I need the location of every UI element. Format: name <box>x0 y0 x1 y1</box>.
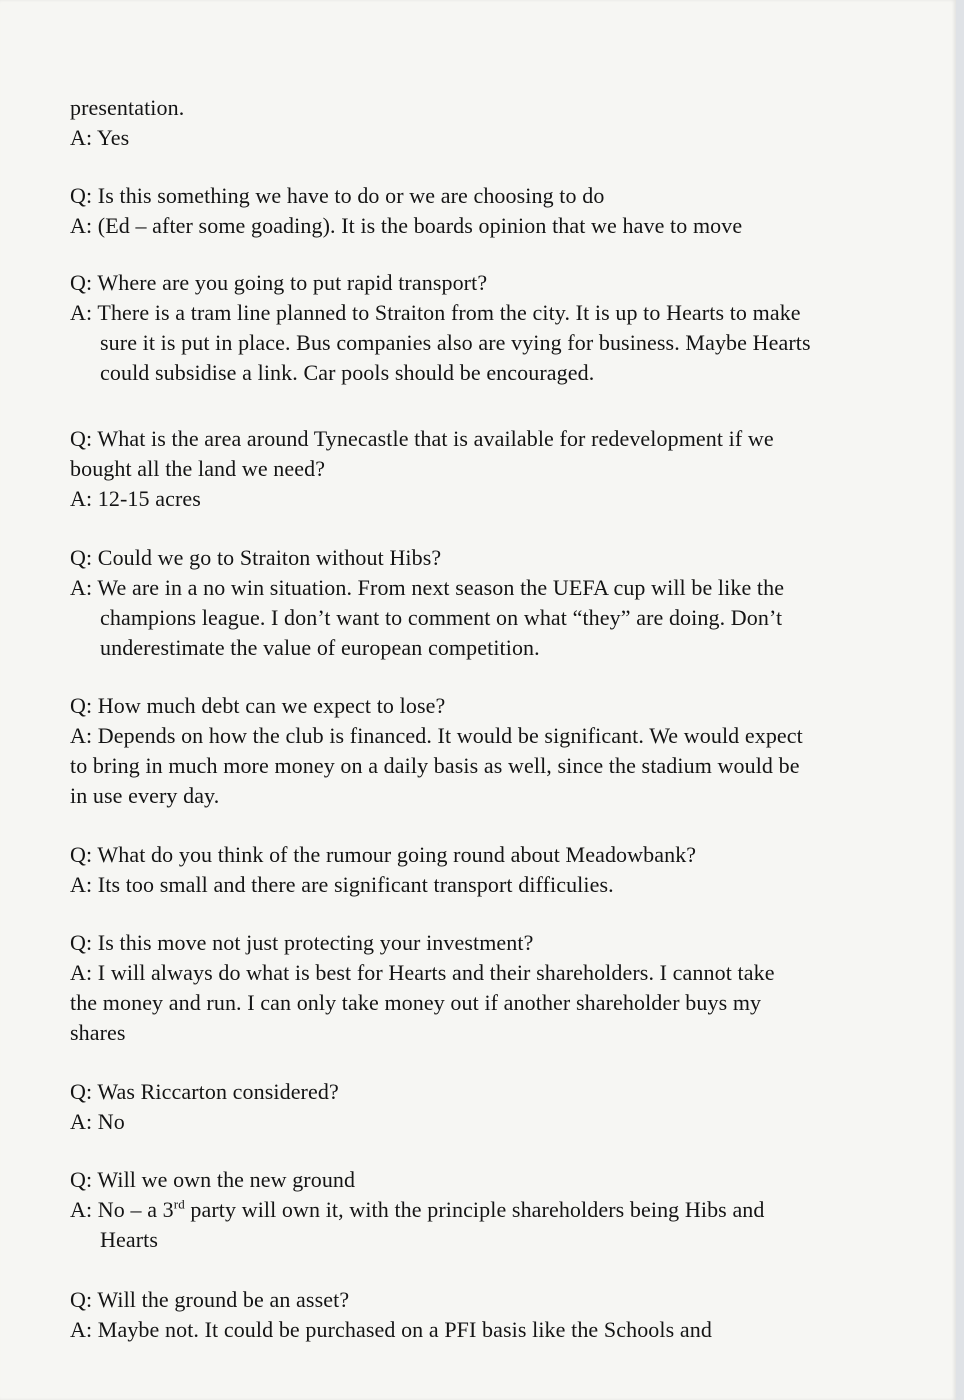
answer-line: A: Maybe not. It could be purchased on a PFI basis like the Schools and <box>70 1317 712 1342</box>
scan-edge <box>956 0 964 1400</box>
answer-line: A: There is a tram line planned to Straiton from the city. It is up to Hearts to make <box>70 300 801 325</box>
answer-continuation-line: underestimate the value of european competition. <box>100 635 540 660</box>
qa-block-debt <box>70 691 803 811</box>
question-line: Q: Is this move not just protecting your investment? <box>70 930 534 955</box>
qa-block-asset <box>70 1285 712 1345</box>
qa-block-have-to <box>70 181 742 241</box>
question-line: Q: Was Riccarton considered? <box>70 1079 339 1104</box>
question-line: Q: Is this something we have to do or we are choosing to do <box>70 183 605 208</box>
answer-line: A: I will always do what is best for Hearts and their shareholders. I cannot take <box>70 960 775 985</box>
ordinal-superscript: rd <box>173 1196 185 1212</box>
qa-block-meadowbank <box>70 840 696 900</box>
answer-continuation-line: sure it is put in place. Bus companies also are vying for business. Maybe Hearts <box>100 330 811 355</box>
question-line: Q: Will we own the new ground <box>70 1167 356 1192</box>
answer-prefix: A: No – a 3 <box>70 1197 174 1222</box>
qa-block-own-ground <box>70 1165 765 1255</box>
question-line: Q: Where are you going to put rapid transport? <box>70 270 488 295</box>
answer-continuation-line: the money and run. I can only take money out if another shareholder buys my <box>70 990 762 1015</box>
question-continuation-line: bought all the land we need? <box>70 456 326 481</box>
question-line: Q: Will the ground be an asset? <box>70 1287 350 1312</box>
answer-line-with-superscript <box>70 1195 765 1225</box>
question-line: Q: What is the area around Tynecastle that is available for redevelopment if we <box>70 426 774 451</box>
question-line: Q: Could we go to Straiton without Hibs? <box>70 545 442 570</box>
question-line: Q: How much debt can we expect to lose? <box>70 693 446 718</box>
answer-suffix: party will own it, with the principle shareholders being Hibs and <box>184 1197 765 1222</box>
answer-line: A: (Ed – after some goading). It is the boards opinion that we have to move <box>70 213 743 238</box>
qa-block-riccarton <box>70 1077 339 1137</box>
qa-block-investment <box>70 928 775 1048</box>
answer-line: A: Its too small and there are significant transport difficulies. <box>70 872 614 897</box>
answer-line: A: Yes <box>70 125 130 150</box>
answer-continuation-line: could subsidise a link. Car pools should be encouraged. <box>100 360 595 385</box>
answer-line: A: 12-15 acres <box>70 486 201 511</box>
text-line: presentation. <box>70 95 185 120</box>
answer-continuation-line: in use every day. <box>70 783 220 808</box>
qa-block-presentation <box>70 93 184 153</box>
answer-continuation-line: to bring in much more money on a daily basis as well, since the stadium would be <box>70 753 800 778</box>
answer-continuation-line: shares <box>70 1020 126 1045</box>
answer-line: A: Depends on how the club is financed. It would be significant. We would expect <box>70 723 803 748</box>
answer-line: A: We are in a no win situation. From next season the UEFA cup will be like the <box>70 575 785 600</box>
qa-block-redevelopment <box>70 424 774 514</box>
answer-line: A: No <box>70 1109 125 1134</box>
answer-continuation-line: champions league. I don’t want to comment on what “they” are doing. Don’t <box>100 605 783 630</box>
question-line: Q: What do you think of the rumour going round about Meadowbank? <box>70 842 697 867</box>
qa-block-rapid-transport <box>70 268 811 388</box>
qa-block-without-hibs <box>70 543 784 663</box>
answer-continuation-line: Hearts <box>100 1227 159 1252</box>
